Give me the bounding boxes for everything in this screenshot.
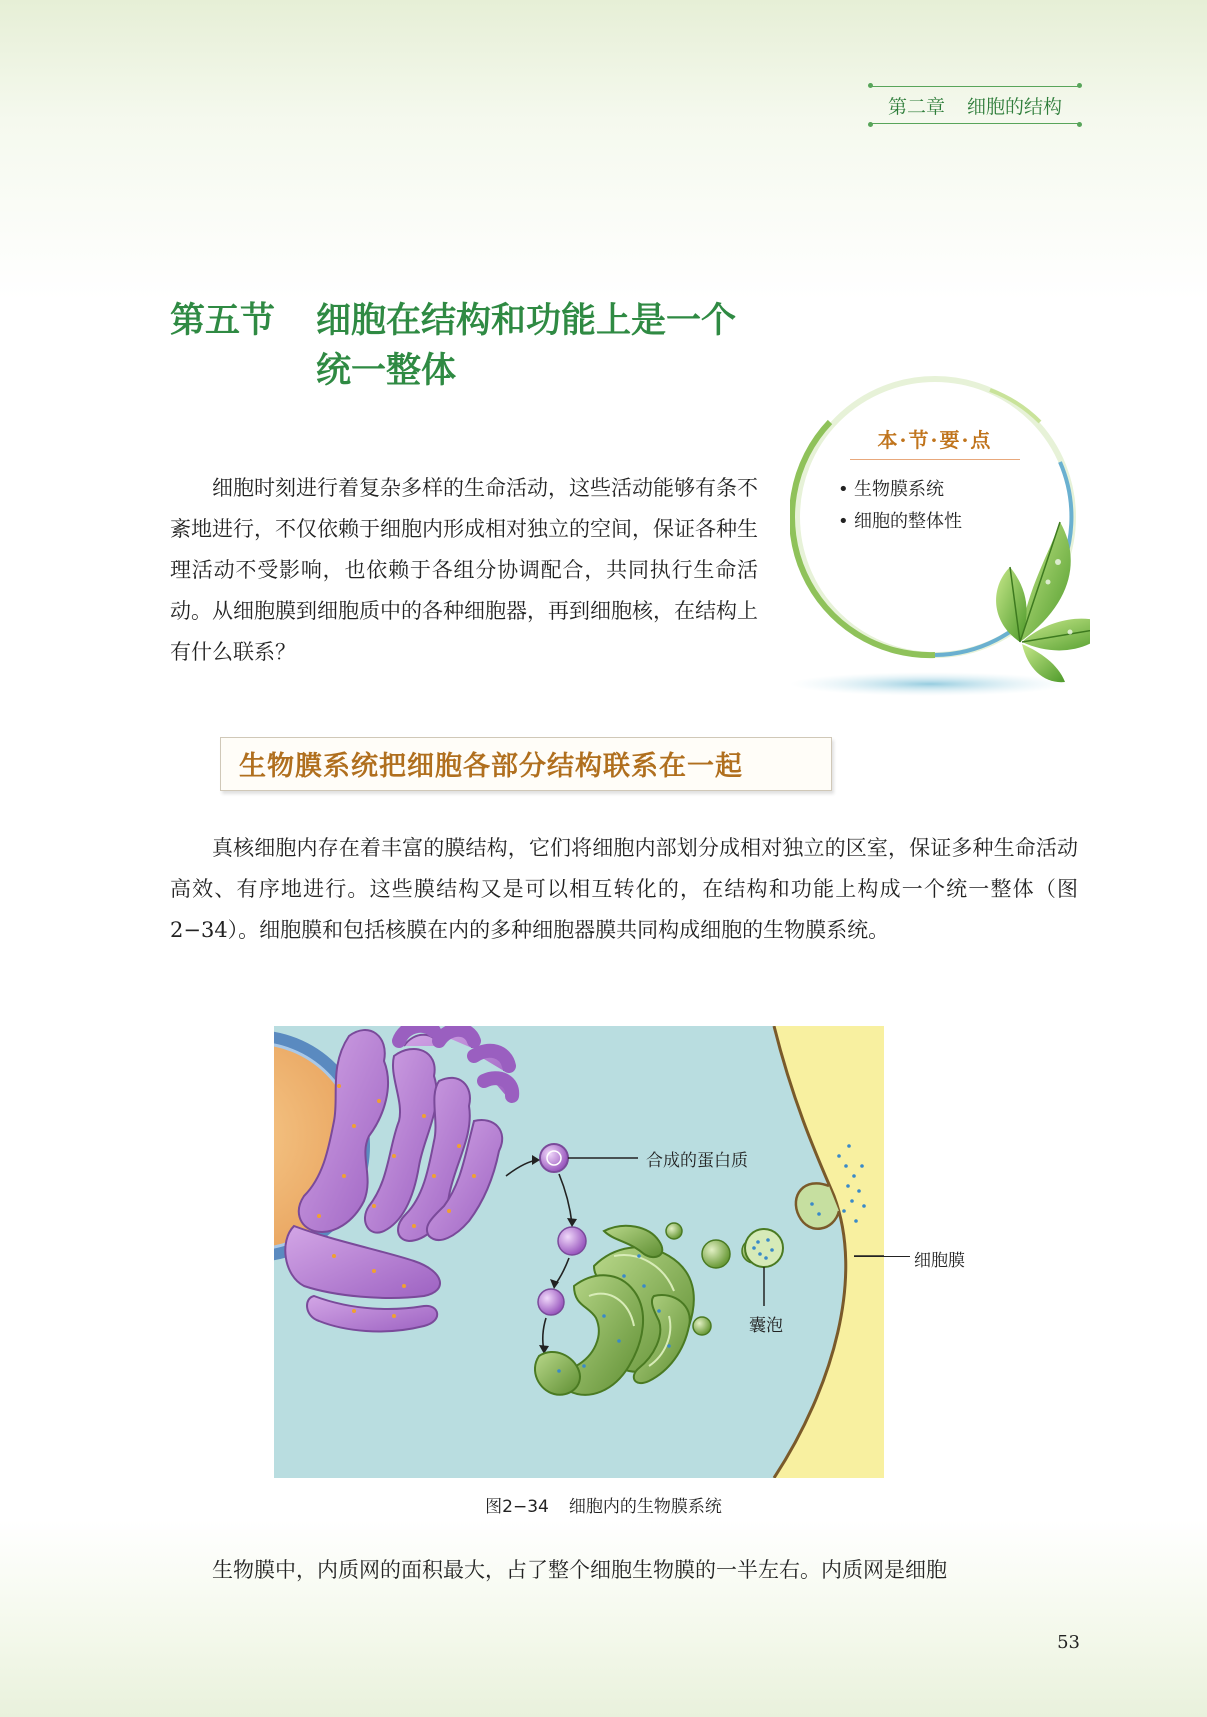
membrane-system-illustration xyxy=(274,1026,884,1478)
section-title-line1: 细胞在结构和功能上是一个 xyxy=(316,300,737,341)
chapter-title: 细胞的结构 xyxy=(967,95,1063,118)
intro-paragraph: 细胞时刻进行着复杂多样的生命活动，这些活动能够有条不紊地进行，不仅依赖于细胞内形成相对独立的空间，保证各种生理活动不受影响，也依赖于各组分协调配合，共同执行生命活动。从细胞膜到细胞质中的各种细胞器，再到细胞核，在结构上有什么联系？ xyxy=(170,476,758,664)
section-title xyxy=(170,296,736,396)
header-dot xyxy=(868,83,873,88)
label-synthesized-protein: 合成的蛋白质 xyxy=(646,1151,748,1171)
key-point-item: • 细胞的整体性 xyxy=(838,511,962,532)
figure-caption xyxy=(0,1492,1207,1517)
key-point-item: • 生物膜系统 xyxy=(838,479,944,500)
figure-number: 图2−34 xyxy=(485,1497,549,1517)
label-vesicle: 囊泡 xyxy=(749,1316,783,1336)
header-dot xyxy=(868,122,873,127)
header-rule-bottom xyxy=(870,123,1080,124)
page-number: 53 xyxy=(1057,1632,1080,1653)
section-number: 第五节 xyxy=(170,300,276,341)
label-cell-membrane: 细胞膜 xyxy=(914,1251,965,1271)
key-points-panel xyxy=(790,352,1090,702)
membrane-leader-line xyxy=(854,1256,910,1257)
body-paragraph-continued: 生物膜中，内质网的面积最大，占了整个细胞生物膜的一半左右。内质网是细胞 xyxy=(212,1558,947,1582)
figure-caption-text: 细胞内的生物膜系统 xyxy=(568,1497,722,1517)
key-points-title: 本·节·要·点 xyxy=(850,424,1020,460)
chapter-header xyxy=(870,86,1080,124)
header-dot xyxy=(1077,83,1082,88)
chapter-number: 第二章 xyxy=(887,95,945,118)
header-rule-top xyxy=(870,86,1080,87)
body-paragraph: 真核细胞内存在着丰富的膜结构，它们将细胞内部划分成相对独立的区室，保证多种生命活动高效、有序地进行。这些膜结构又是可以相互转化的，在结构和功能上构成一个统一整体（图2−34）。细胞膜和包括核膜在内的多种细胞器膜共同构成细胞的生物膜系统。 xyxy=(170,836,1078,942)
subheading-box xyxy=(220,737,832,791)
header-dot xyxy=(1077,122,1082,127)
section-title-line2: 统一整体 xyxy=(316,350,457,391)
transport-vesicle xyxy=(538,1289,564,1315)
protein-vesicle xyxy=(540,1144,568,1172)
figure-membrane-system xyxy=(274,1026,884,1478)
subheading: 生物膜系统把细胞各部分结构联系在一起 xyxy=(239,751,743,782)
transport-vesicle xyxy=(558,1227,586,1255)
key-points-list xyxy=(838,474,962,538)
